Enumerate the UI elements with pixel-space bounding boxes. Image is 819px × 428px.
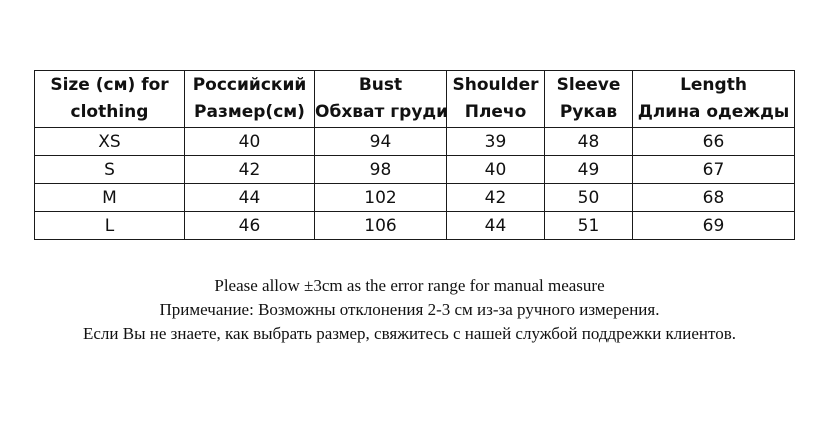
cell-shoulder: 40 (447, 156, 545, 184)
cell-sleeve: 49 (545, 156, 633, 184)
cell-sleeve: 51 (545, 212, 633, 240)
header-shoulder (447, 71, 545, 128)
header-size (35, 71, 185, 128)
cell-shoulder: 42 (447, 184, 545, 212)
header-russian-size-line-1: Российский (192, 75, 307, 95)
header-length-line-1: Length (680, 75, 747, 95)
note-support-contact-russian: Если Вы не знаете, как выбрать размер, свяжитесь с нашей службой поддрежки клиентов. (82, 324, 737, 343)
cell-size: L (35, 212, 185, 240)
header-bust-line-1: Bust (358, 75, 403, 95)
cell-bust: 102 (315, 184, 447, 212)
cell-russian-size: 44 (185, 184, 315, 212)
table-row (35, 184, 795, 212)
cell-size: S (35, 156, 185, 184)
cell-sleeve: 48 (545, 128, 633, 156)
cell-length: 68 (633, 184, 795, 212)
size-chart-table (34, 70, 795, 240)
header-shoulder-line-1: Shoulder (452, 75, 539, 95)
cell-size: XS (35, 128, 185, 156)
note-error-range-english: Please allow ±3cm as the error range for manual measure (214, 276, 605, 295)
cell-shoulder: 44 (447, 212, 545, 240)
header-bust-line-2: Обхват груди (315, 102, 449, 122)
header-sleeve (545, 71, 633, 128)
cell-length: 67 (633, 156, 795, 184)
cell-sleeve: 50 (545, 184, 633, 212)
table-header-row (35, 71, 795, 128)
cell-length: 69 (633, 212, 795, 240)
table-row (35, 128, 795, 156)
header-russian-size (185, 71, 315, 128)
cell-bust: 98 (315, 156, 447, 184)
header-length-line-2: Длина одежды (637, 102, 790, 122)
header-sleeve-line-1: Sleeve (556, 75, 621, 95)
table-row (35, 156, 795, 184)
header-size-line-2: clothing (70, 102, 149, 122)
cell-length: 66 (633, 128, 795, 156)
cell-size: M (35, 184, 185, 212)
header-russian-size-line-2: Размер(см) (194, 102, 305, 122)
cell-russian-size: 46 (185, 212, 315, 240)
header-bust (315, 71, 447, 128)
note-error-range-russian: Примечание: Возможны отклонения 2-3 см из-за ручного измерения. (159, 300, 660, 319)
header-sleeve-line-2: Рукав (559, 102, 618, 122)
cell-russian-size: 40 (185, 128, 315, 156)
cell-bust: 106 (315, 212, 447, 240)
header-shoulder-line-2: Плечо (464, 102, 527, 122)
measurement-notes (0, 274, 819, 346)
cell-bust: 94 (315, 128, 447, 156)
cell-russian-size: 42 (185, 156, 315, 184)
header-length (633, 71, 795, 128)
table-row (35, 212, 795, 240)
cell-shoulder: 39 (447, 128, 545, 156)
header-size-line-1: Size (см) for (50, 75, 169, 95)
